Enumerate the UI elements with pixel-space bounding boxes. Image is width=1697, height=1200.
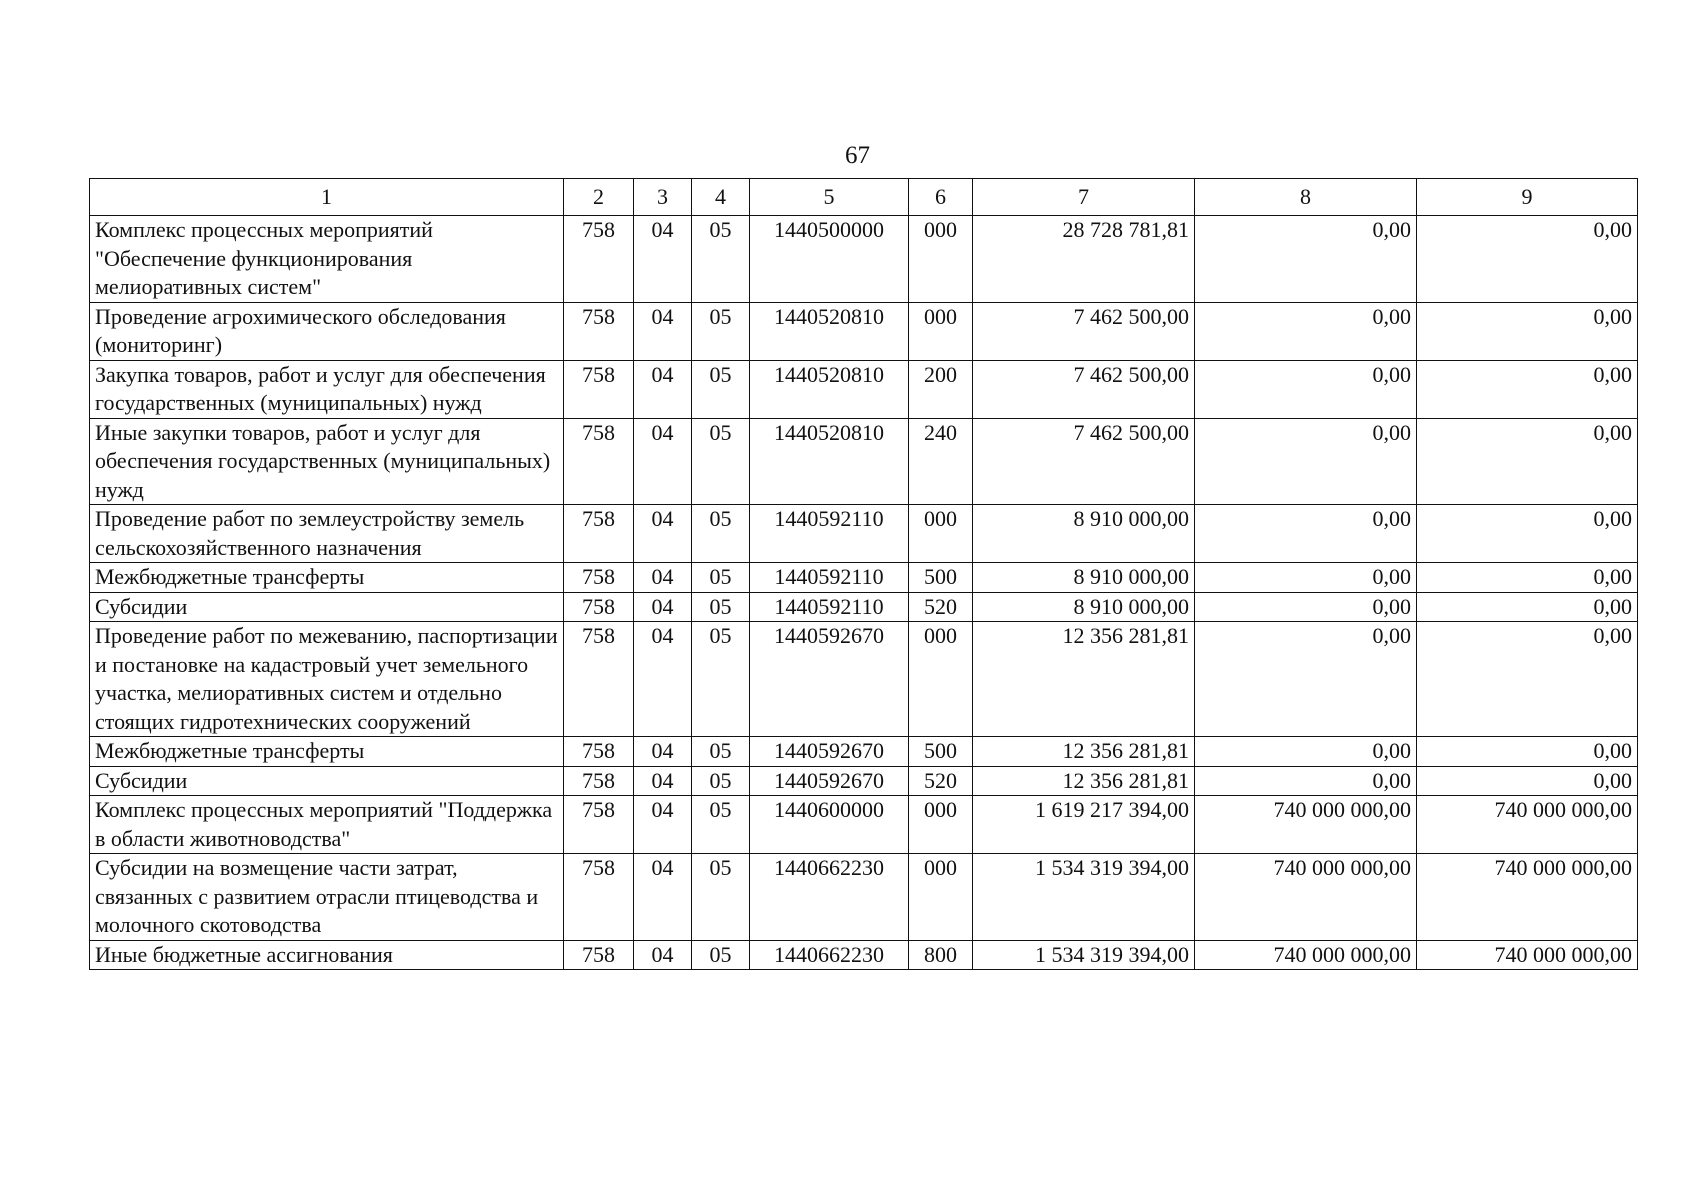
- row-section-cell: 04: [634, 766, 692, 796]
- row-amount-col8-cell: 0,00: [1195, 302, 1417, 360]
- row-amount-col7-cell: 28 728 781,81: [973, 216, 1195, 303]
- row-name-cell: Субсидии: [90, 766, 564, 796]
- row-subsection-cell: 05: [692, 505, 750, 563]
- row-amount-col8-cell: 0,00: [1195, 622, 1417, 737]
- row-amount-col9-cell: 0,00: [1417, 622, 1638, 737]
- table-row: [90, 854, 1638, 941]
- table-row: [90, 418, 1638, 505]
- row-chapter-cell: 758: [564, 505, 634, 563]
- row-target-article-cell: 1440592670: [750, 766, 909, 796]
- row-name-cell: Межбюджетные трансферты: [90, 563, 564, 593]
- row-amount-col8-cell: 0,00: [1195, 216, 1417, 303]
- table-body: [90, 216, 1638, 970]
- row-target-article-cell: 1440520810: [750, 302, 909, 360]
- row-expense-type-cell: 000: [909, 622, 973, 737]
- row-expense-type-cell: 800: [909, 940, 973, 970]
- header-col-7: 7: [973, 179, 1195, 216]
- row-amount-col7-cell: 8 910 000,00: [973, 505, 1195, 563]
- table-row: [90, 766, 1638, 796]
- row-chapter-cell: 758: [564, 766, 634, 796]
- row-name-cell: Проведение агрохимического обследования (мониторинг): [90, 302, 564, 360]
- header-col-2: 2: [564, 179, 634, 216]
- row-section-cell: 04: [634, 216, 692, 303]
- budget-table: [89, 178, 1638, 970]
- row-section-cell: 04: [634, 302, 692, 360]
- row-amount-col8-cell: 0,00: [1195, 360, 1417, 418]
- header-col-3: 3: [634, 179, 692, 216]
- row-expense-type-cell: 000: [909, 505, 973, 563]
- row-name-cell: Субсидии: [90, 592, 564, 622]
- row-amount-col9-cell: 740 000 000,00: [1417, 940, 1638, 970]
- row-chapter-cell: 758: [564, 418, 634, 505]
- row-expense-type-cell: 000: [909, 796, 973, 854]
- row-amount-col9-cell: 0,00: [1417, 563, 1638, 593]
- header-col-6: 6: [909, 179, 973, 216]
- row-expense-type-cell: 500: [909, 563, 973, 593]
- table-row: [90, 360, 1638, 418]
- header-col-9: 9: [1417, 179, 1638, 216]
- row-amount-col8-cell: 0,00: [1195, 737, 1417, 767]
- table-row: [90, 940, 1638, 970]
- row-target-article-cell: 1440600000: [750, 796, 909, 854]
- row-section-cell: 04: [634, 737, 692, 767]
- row-amount-col7-cell: 12 356 281,81: [973, 766, 1195, 796]
- row-amount-col9-cell: 0,00: [1417, 302, 1638, 360]
- row-name-cell: Проведение работ по землеустройству земель сельскохозяйственного назначения: [90, 505, 564, 563]
- row-amount-col8-cell: 0,00: [1195, 766, 1417, 796]
- row-amount-col7-cell: 8 910 000,00: [973, 563, 1195, 593]
- row-chapter-cell: 758: [564, 563, 634, 593]
- row-target-article-cell: 1440592670: [750, 737, 909, 767]
- row-amount-col8-cell: 740 000 000,00: [1195, 796, 1417, 854]
- row-chapter-cell: 758: [564, 854, 634, 941]
- row-chapter-cell: 758: [564, 216, 634, 303]
- row-amount-col8-cell: 0,00: [1195, 418, 1417, 505]
- row-chapter-cell: 758: [564, 737, 634, 767]
- table-row: [90, 592, 1638, 622]
- row-name-cell: Иные закупки товаров, работ и услуг для обеспечения государственных (муниципальных) нужд: [90, 418, 564, 505]
- row-name-cell: Комплекс процессных мероприятий "Обеспечение функционирования мелиоративных систем": [90, 216, 564, 303]
- row-target-article-cell: 1440500000: [750, 216, 909, 303]
- row-amount-col8-cell: 740 000 000,00: [1195, 940, 1417, 970]
- row-name-cell: Проведение работ по межеванию, паспортизации и постановке на кадастровый учет земельного участка, мелиоративных систем и отдельно стоящих гидротехнических сооружений: [90, 622, 564, 737]
- row-chapter-cell: 758: [564, 940, 634, 970]
- row-subsection-cell: 05: [692, 766, 750, 796]
- row-name-cell: Закупка товаров, работ и услуг для обеспечения государственных (муниципальных) нужд: [90, 360, 564, 418]
- row-section-cell: 04: [634, 940, 692, 970]
- row-target-article-cell: 1440592110: [750, 563, 909, 593]
- row-section-cell: 04: [634, 563, 692, 593]
- row-amount-col9-cell: 0,00: [1417, 737, 1638, 767]
- row-subsection-cell: 05: [692, 796, 750, 854]
- row-chapter-cell: 758: [564, 302, 634, 360]
- row-section-cell: 04: [634, 592, 692, 622]
- row-target-article-cell: 1440662230: [750, 854, 909, 941]
- row-expense-type-cell: 000: [909, 302, 973, 360]
- row-subsection-cell: 05: [692, 302, 750, 360]
- row-amount-col9-cell: 740 000 000,00: [1417, 854, 1638, 941]
- row-name-cell: Иные бюджетные ассигнования: [90, 940, 564, 970]
- row-chapter-cell: 758: [564, 622, 634, 737]
- row-subsection-cell: 05: [692, 854, 750, 941]
- row-expense-type-cell: 520: [909, 766, 973, 796]
- row-chapter-cell: 758: [564, 796, 634, 854]
- row-amount-col7-cell: 7 462 500,00: [973, 418, 1195, 505]
- table-row: [90, 796, 1638, 854]
- table-row: [90, 737, 1638, 767]
- row-amount-col9-cell: 740 000 000,00: [1417, 796, 1638, 854]
- row-expense-type-cell: 000: [909, 216, 973, 303]
- row-amount-col7-cell: 12 356 281,81: [973, 622, 1195, 737]
- row-subsection-cell: 05: [692, 622, 750, 737]
- table-row: [90, 216, 1638, 303]
- row-name-cell: Комплекс процессных мероприятий "Поддержка в области животноводства": [90, 796, 564, 854]
- row-name-cell: Субсидии на возмещение части затрат, связанных с развитием отрасли птицеводства и молочного скотоводства: [90, 854, 564, 941]
- row-chapter-cell: 758: [564, 592, 634, 622]
- header-col-4: 4: [692, 179, 750, 216]
- row-section-cell: 04: [634, 505, 692, 563]
- row-expense-type-cell: 500: [909, 737, 973, 767]
- row-target-article-cell: 1440592670: [750, 622, 909, 737]
- row-section-cell: 04: [634, 418, 692, 505]
- row-section-cell: 04: [634, 796, 692, 854]
- row-subsection-cell: 05: [692, 418, 750, 505]
- row-amount-col9-cell: 0,00: [1417, 418, 1638, 505]
- row-amount-col8-cell: 0,00: [1195, 563, 1417, 593]
- table-row: [90, 622, 1638, 737]
- row-amount-col8-cell: 740 000 000,00: [1195, 854, 1417, 941]
- row-section-cell: 04: [634, 360, 692, 418]
- row-amount-col7-cell: 7 462 500,00: [973, 302, 1195, 360]
- row-amount-col9-cell: 0,00: [1417, 216, 1638, 303]
- row-amount-col8-cell: 0,00: [1195, 592, 1417, 622]
- row-subsection-cell: 05: [692, 563, 750, 593]
- row-amount-col9-cell: 0,00: [1417, 592, 1638, 622]
- row-subsection-cell: 05: [692, 216, 750, 303]
- row-amount-col9-cell: 0,00: [1417, 766, 1638, 796]
- table-header-row: [90, 179, 1638, 216]
- row-amount-col7-cell: 1 619 217 394,00: [973, 796, 1195, 854]
- row-amount-col7-cell: 12 356 281,81: [973, 737, 1195, 767]
- row-expense-type-cell: 240: [909, 418, 973, 505]
- header-col-8: 8: [1195, 179, 1417, 216]
- row-subsection-cell: 05: [692, 592, 750, 622]
- header-col-1: 1: [90, 179, 564, 216]
- row-target-article-cell: 1440520810: [750, 418, 909, 505]
- row-expense-type-cell: 200: [909, 360, 973, 418]
- header-col-5: 5: [750, 179, 909, 216]
- row-expense-type-cell: 000: [909, 854, 973, 941]
- row-amount-col9-cell: 0,00: [1417, 360, 1638, 418]
- row-section-cell: 04: [634, 622, 692, 737]
- row-subsection-cell: 05: [692, 940, 750, 970]
- row-amount-col7-cell: 1 534 319 394,00: [973, 940, 1195, 970]
- row-target-article-cell: 1440662230: [750, 940, 909, 970]
- row-target-article-cell: 1440592110: [750, 505, 909, 563]
- row-amount-col7-cell: 7 462 500,00: [973, 360, 1195, 418]
- row-target-article-cell: 1440592110: [750, 592, 909, 622]
- row-amount-col7-cell: 1 534 319 394,00: [973, 854, 1195, 941]
- row-amount-col8-cell: 0,00: [1195, 505, 1417, 563]
- table-row: [90, 563, 1638, 593]
- row-target-article-cell: 1440520810: [750, 360, 909, 418]
- page-number: 67: [845, 142, 870, 169]
- table-row: [90, 302, 1638, 360]
- row-subsection-cell: 05: [692, 360, 750, 418]
- row-name-cell: Межбюджетные трансферты: [90, 737, 564, 767]
- row-amount-col7-cell: 8 910 000,00: [973, 592, 1195, 622]
- row-chapter-cell: 758: [564, 360, 634, 418]
- row-expense-type-cell: 520: [909, 592, 973, 622]
- table-row: [90, 505, 1638, 563]
- row-section-cell: 04: [634, 854, 692, 941]
- row-subsection-cell: 05: [692, 737, 750, 767]
- row-amount-col9-cell: 0,00: [1417, 505, 1638, 563]
